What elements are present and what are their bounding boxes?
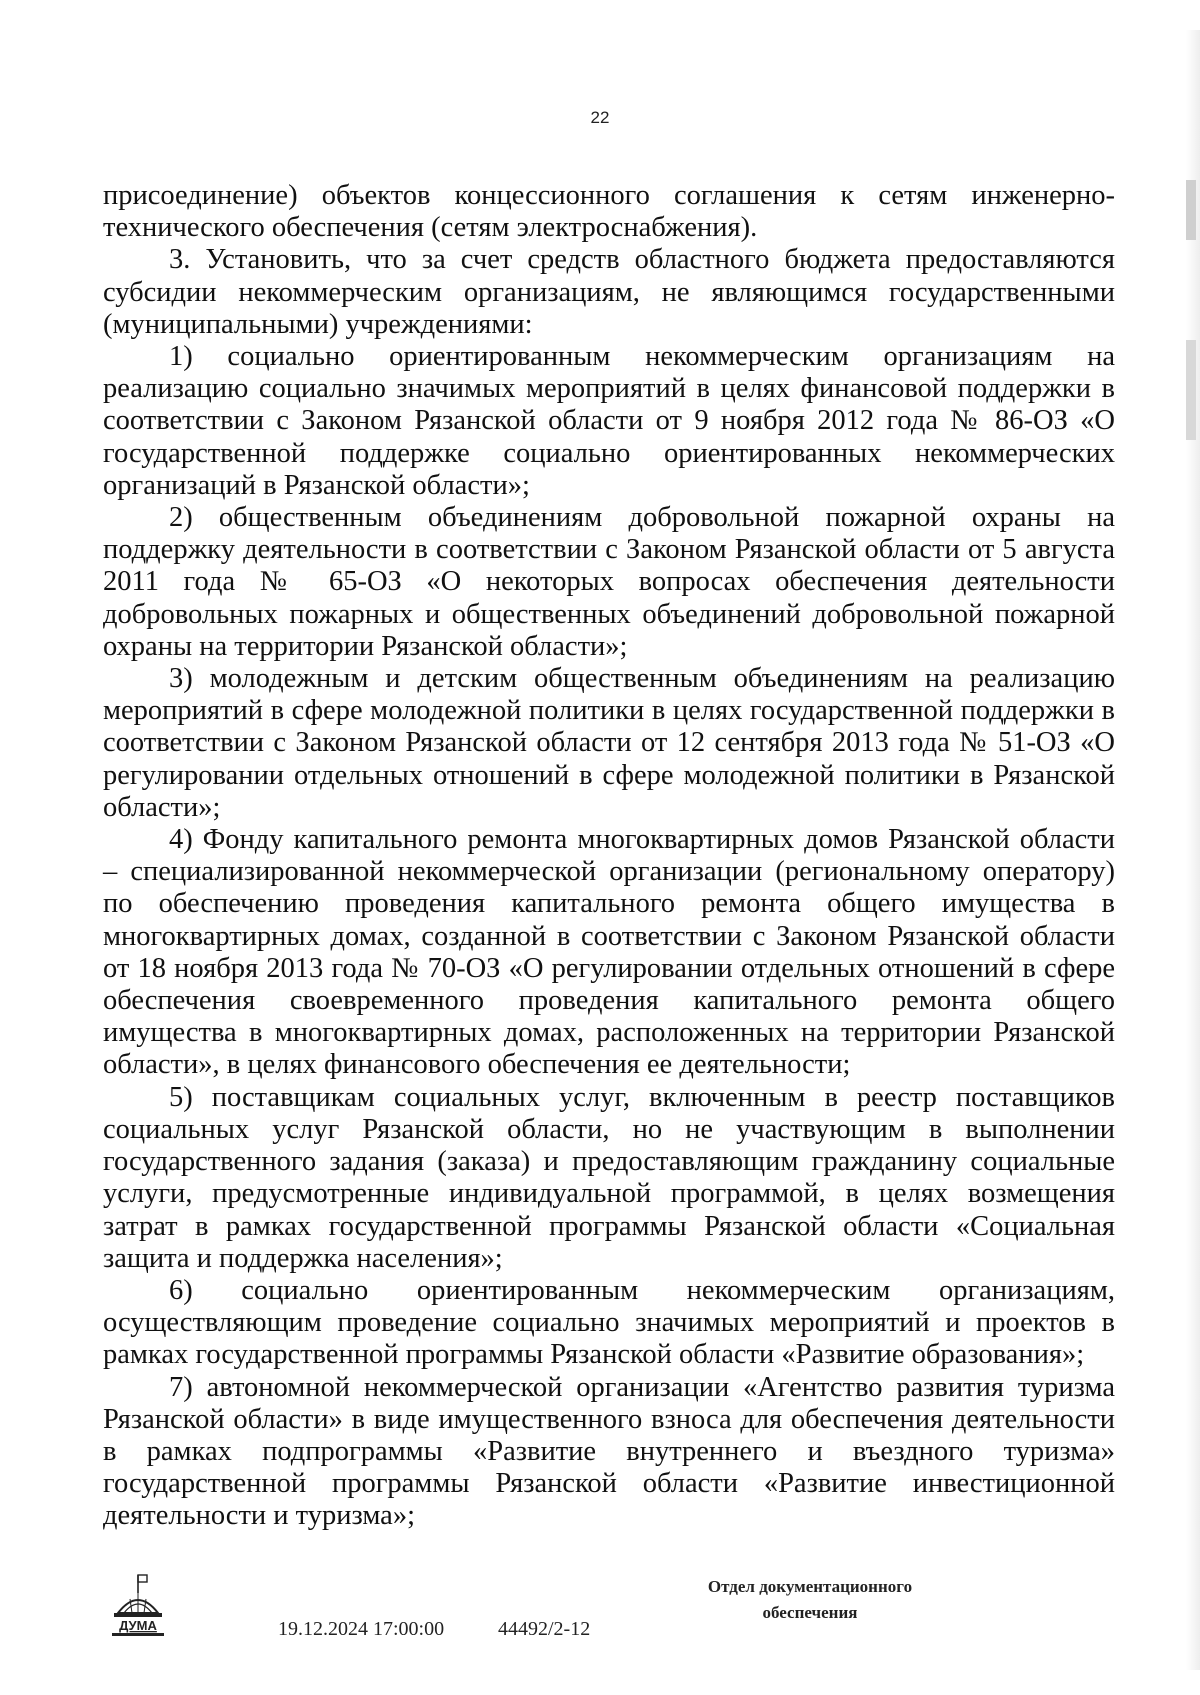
list-item: 1) социально ориентированным некоммерческим организациям на реализацию социально значимых мероприятий в целях финансовой поддержки в соответствии с Законом Рязанской области от 9 ноября 2012 года № 86-ОЗ «О государственной поддержке социально ориентированных некоммерческих организаций в Рязанской области»; bbox=[103, 341, 1115, 501]
list-item: 6) социально ориентированным некоммерческим организациям, осуществляющим проведение социально значимых мероприятий и проектов в рамках государственной программы Рязанской области «Развитие образования»; bbox=[103, 1274, 1115, 1371]
document-body bbox=[103, 180, 1115, 1533]
footer-doc-number: 44492/2-12 bbox=[498, 1618, 591, 1640]
scan-edge bbox=[1186, 30, 1200, 1670]
footer-department bbox=[660, 1574, 960, 1626]
svg-text:ДУМА: ДУМА bbox=[119, 1618, 157, 1633]
paragraph: присоединение) объектов концессионного соглашения к сетям инженерно-технического обеспечения (сетям электроснабжения). bbox=[103, 180, 1115, 244]
scan-mark bbox=[1186, 180, 1196, 240]
footer-date: 19.12.2024 17:00:00 bbox=[278, 1618, 445, 1640]
duma-logo-icon bbox=[108, 1573, 168, 1645]
page-number: 22 bbox=[590, 108, 610, 127]
footer-department-line: обеспечения bbox=[762, 1603, 858, 1622]
list-item: 2) общественным объединениям добровольной пожарной охраны на поддержку деятельности в соответствии с Законом Рязанской области от 5 августа 2011 года № 65-ОЗ «О некоторых вопросах обеспечения деятельности добровольных пожарных и общественных объединений добровольной пожарной охраны на территории Рязанской области»; bbox=[103, 502, 1115, 662]
list-item: 5) поставщикам социальных услуг, включенным в реестр поставщиков социальных услуг Рязанской области, но не участвующим в выполнении государственного задания (заказа) и предоставляющим гражданину социальные услуги, предусмотренные индивидуальной программой, в целях возмещения затрат в рамках государственной программы Рязанской области «Социальная защита и поддержка населения»; bbox=[103, 1081, 1115, 1274]
footer-department-line: Отдел документационного bbox=[707, 1577, 913, 1596]
list-item: 7) автономной некоммерческой организации «Агентство развития туризма Рязанской области» в виде имущественного взноса для обеспечения деятельности в рамках подпрограммы «Развитие внутреннего и въездного туризма» государственной программы Рязанской области «Развитие инвестиционной деятельности и туризма»; bbox=[103, 1371, 1115, 1532]
list-item: 4) Фонду капитального ремонта многоквартирных домов Рязанской области – специализированной некоммерческой организации (региональному оператору) по обеспечению проведения капитального ремонта общего имущества в многоквартирных домах, созданной в соответствии с Законом Рязанской области от 18 ноября 2013 года № 70-ОЗ «О регулировании отдельных отношений в сфере обеспечения своевременного проведения капитального ремонта общего имущества в многоквартирных домах, расположенных на территории Рязанской области», в целях финансового обеспечения ее деятельности; bbox=[103, 824, 1115, 1081]
list-item: 3) молодежным и детским общественным объединениям на реализацию мероприятий в сфере молодежной политики в целях государственной поддержки в соответствии с Законом Рязанской области от 12 сентября 2013 года № 51-ОЗ «О регулировании отдельных отношений в сфере молодежной политики в Рязанской области»; bbox=[103, 663, 1115, 823]
scan-mark bbox=[1186, 340, 1196, 440]
paragraph: 3. Установить, что за счет средств областного бюджета предоставляются субсидии некоммерческим организациям, не являющимся государственными (муниципальными) учреждениями: bbox=[103, 244, 1115, 340]
